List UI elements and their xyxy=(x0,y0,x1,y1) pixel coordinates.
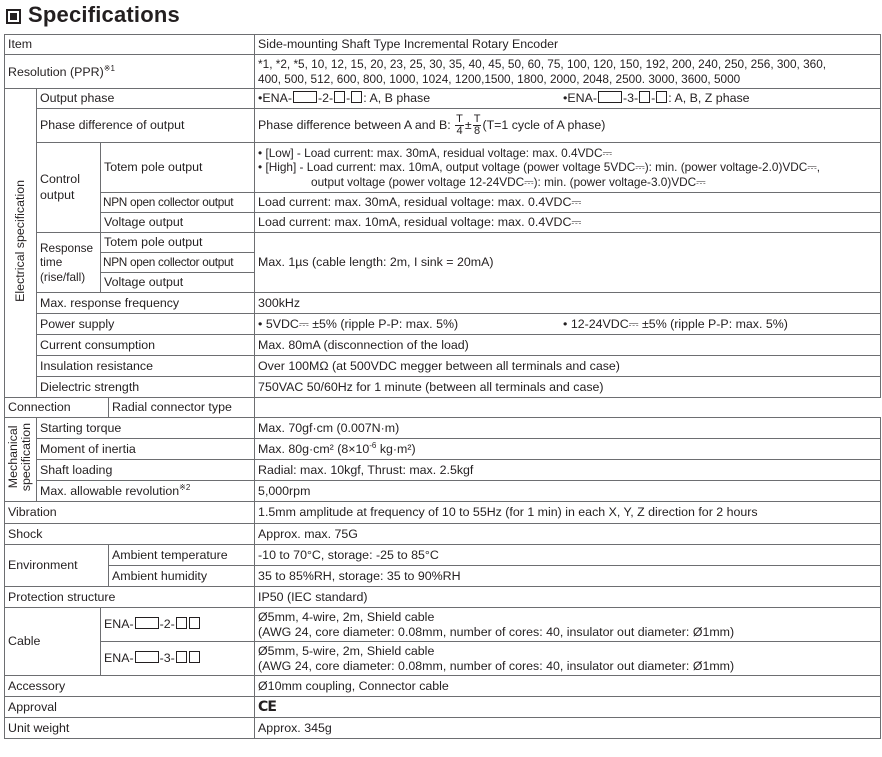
model-box xyxy=(293,91,317,103)
row-label-phase-difference: Phase difference of output xyxy=(37,109,255,143)
response-npn-label: NPN open collector output xyxy=(101,253,255,273)
resolution-line-1: *1, *2, *5, 10, 12, 15, 20, 23, 25, 30, 35, 40, 45, 50, 60, 75, 100, 120, 150, 192, 200, 240, 250, 256, 300, 360, xyxy=(258,57,827,72)
model-box xyxy=(135,617,159,629)
row-label-power-supply: Power supply xyxy=(37,314,255,335)
row-label-approval: Approval xyxy=(5,697,255,718)
fraction-t-4: $\frac{T}{4}$ xyxy=(456,113,463,137)
model-box xyxy=(176,617,187,629)
model-box xyxy=(176,651,187,663)
row-label-environment: Environment xyxy=(5,545,109,587)
control-npn-value: Load current: max. 30mA, residual voltage: max. 0.4VDC⎓ xyxy=(255,193,881,213)
row-label-insulation: Insulation resistance xyxy=(37,356,255,377)
table-row xyxy=(5,398,881,418)
row-value-output-phase xyxy=(255,89,881,109)
table-row xyxy=(5,143,881,193)
group-label-electrical: Electrical specification xyxy=(5,89,37,398)
row-value-revolution: 5,000rpm xyxy=(255,481,881,502)
environment-humidity-value: 35 to 85%RH, storage: 35 to 90%RH xyxy=(255,566,881,587)
cable-model-3: ENA- -3- xyxy=(101,642,255,676)
table-row xyxy=(5,481,881,502)
row-value-resolution xyxy=(255,55,881,89)
row-value-torque: Max. 70gf·cm (0.007N·m) xyxy=(255,418,881,439)
row-value-shock: Approx. max. 75G xyxy=(255,524,881,545)
group-label-mechanical: Mechanical specification xyxy=(5,418,37,502)
resolution-line-2: 400, 500, 512, 600, 800, 1000, 1024, 1200,1500, 1800, 2000, 2048, 2500. 3000, 3600, 5000 xyxy=(258,71,741,86)
environment-temperature-value: -10 to 70°C, storage: -25 to 85°C xyxy=(255,545,881,566)
control-npn-label: NPN open collector output xyxy=(101,193,255,213)
control-voltage-value: Load current: max. 10mA, residual voltage: max. 0.4VDC⎓ xyxy=(255,213,881,233)
ce-mark-icon: CE xyxy=(258,698,276,715)
row-label-shaft: Shaft loading xyxy=(37,460,255,481)
table-row xyxy=(5,524,881,545)
table-row xyxy=(5,109,881,143)
model-box xyxy=(189,617,200,629)
row-value-accessory: Ø10mm coupling, Connector cable xyxy=(255,676,881,697)
row-value-power-supply: • 5VDC⎓ ±5% (ripple P-P: max. 5%) • 12-24VDC⎓ ±5% (ripple P-P: max. 5%) xyxy=(255,314,881,335)
row-label-revolution: Max. allowable revolution$^{※2}$ xyxy=(37,481,255,502)
section-header xyxy=(6,0,180,30)
row-value-current: Max. 80mA (disconnection of the load) xyxy=(255,335,881,356)
row-label-cable: Cable xyxy=(5,608,101,676)
response-totem-label: Totem pole output xyxy=(101,233,255,253)
model-box xyxy=(656,91,667,103)
control-totem-label: Totem pole output xyxy=(101,143,255,193)
table-row xyxy=(5,718,881,739)
model-box xyxy=(598,91,622,103)
environment-humidity-label: Ambient humidity xyxy=(109,566,255,587)
row-label-vibration: Vibration xyxy=(5,502,255,524)
row-value-shaft: Radial: max. 10kgf, Thrust: max. 2.5kgf xyxy=(255,460,881,481)
table-row xyxy=(5,460,881,481)
cable-model-3-value: Ø5mm, 5-wire, 2m, Shield cable (AWG 24, core diameter: 0.08mm, number of cores: 40, insulator out diameter: Ø1mm) xyxy=(255,642,881,676)
table-row xyxy=(5,642,881,676)
row-label-torque: Starting torque xyxy=(37,418,255,439)
output-phase-2: •ENA- -2- - : A, B phase xyxy=(258,91,431,106)
row-label-current: Current consumption xyxy=(37,335,255,356)
row-value-approval xyxy=(255,697,881,718)
row-label-protection: Protection structure xyxy=(5,587,255,608)
table-row xyxy=(5,587,881,608)
row-value-weight: Approx. 345g xyxy=(255,718,881,739)
table-row xyxy=(5,566,881,587)
table-row xyxy=(5,293,881,314)
table-row xyxy=(5,213,881,233)
table-row xyxy=(5,314,881,335)
fraction-t-8: $\frac{T}{8}$ xyxy=(473,113,481,137)
output-phase-3: •ENA- -3- - : A, B, Z phase xyxy=(563,91,750,106)
resolution-label: Resolution (PPR) xyxy=(8,64,104,79)
table-row xyxy=(5,502,881,524)
table-row xyxy=(5,545,881,566)
table-row xyxy=(5,89,881,109)
table-row xyxy=(5,697,881,718)
model-box xyxy=(334,91,345,103)
row-value-insulation: Over 100MΩ (at 500VDC megger between all terminals and case) xyxy=(255,356,881,377)
model-box xyxy=(189,651,200,663)
table-row xyxy=(5,439,881,460)
model-box xyxy=(639,91,650,103)
cable-model-2-value: Ø5mm, 4-wire, 2m, Shield cable (AWG 24, core diameter: 0.08mm, number of cores: 40, insulator out diameter: Ø1mm) xyxy=(255,608,881,642)
table-row xyxy=(5,377,881,398)
table-row xyxy=(5,233,881,253)
table-row xyxy=(5,608,881,642)
row-label-item: Item xyxy=(5,35,255,55)
environment-temperature-label: Ambient temperature xyxy=(109,545,255,566)
resolution-note: ※1 xyxy=(103,63,115,73)
row-label-connection: Connection xyxy=(5,398,109,418)
square-bullet-icon xyxy=(6,9,21,24)
row-label-shock: Shock xyxy=(5,524,255,545)
row-label-weight: Unit weight xyxy=(5,718,255,739)
row-value-inertia: Max. 80g·cm² ($8\times 10^{-6}$ kg·m²) xyxy=(255,439,881,460)
row-label-dielectric: Dielectric strength xyxy=(37,377,255,398)
row-value-max-frequency: 300kHz xyxy=(255,293,881,314)
row-value-phase-difference: Phase difference between A and B: $\frac{T}{4}$ ± $\frac{T}{8}$ (T=1 cycle of A phase) xyxy=(255,109,881,143)
row-value-protection: IP50 (IEC standard) xyxy=(255,587,881,608)
spec-table xyxy=(4,34,881,739)
table-row xyxy=(5,35,881,55)
table-row xyxy=(5,193,881,213)
row-value-item: Side-mounting Shaft Type Incremental Rotary Encoder xyxy=(255,35,881,55)
table-row xyxy=(5,356,881,377)
control-totem-value: • [Low] - Load current: max. 30mA, residual voltage: max. 0.4VDC⎓ • [High] - Load current: max. 10mA, output voltage (power voltage 5VDC⎓): min. (power voltage-2.0)VDC⎓, output voltage (power voltage 12-24VDC⎓): min. (power voltage-3.0)VDC⎓ xyxy=(255,143,881,193)
row-value-response-time: Max. 1µs (cable length: 2m, I sink = 20mA) xyxy=(255,233,881,293)
model-box xyxy=(135,651,159,663)
page-title: Specifications xyxy=(28,2,180,27)
row-label-output-phase: Output phase xyxy=(37,89,255,109)
row-value-vibration: 1.5mm amplitude at frequency of 10 to 55Hz (for 1 min) in each X, Y, Z direction for 2 hours xyxy=(255,502,881,524)
table-row xyxy=(5,55,881,89)
row-label-response-time: Response time (rise/fall) xyxy=(37,233,101,293)
row-label-control-output: Control output xyxy=(37,143,101,233)
cable-model-2: ENA- -2- xyxy=(101,608,255,642)
model-box xyxy=(351,91,362,103)
row-label-accessory: Accessory xyxy=(5,676,255,697)
table-row xyxy=(5,418,881,439)
row-label-inertia: Moment of inertia xyxy=(37,439,255,460)
row-label-resolution xyxy=(5,55,255,89)
control-voltage-label: Voltage output xyxy=(101,213,255,233)
row-label-max-frequency: Max. response frequency xyxy=(37,293,255,314)
row-value-dielectric: 750VAC 50/60Hz for 1 minute (between all terminals and case) xyxy=(255,377,881,398)
response-voltage-label: Voltage output xyxy=(101,273,255,293)
table-row xyxy=(5,676,881,697)
table-row xyxy=(5,335,881,356)
row-value-connection: Radial connector type xyxy=(109,398,255,418)
